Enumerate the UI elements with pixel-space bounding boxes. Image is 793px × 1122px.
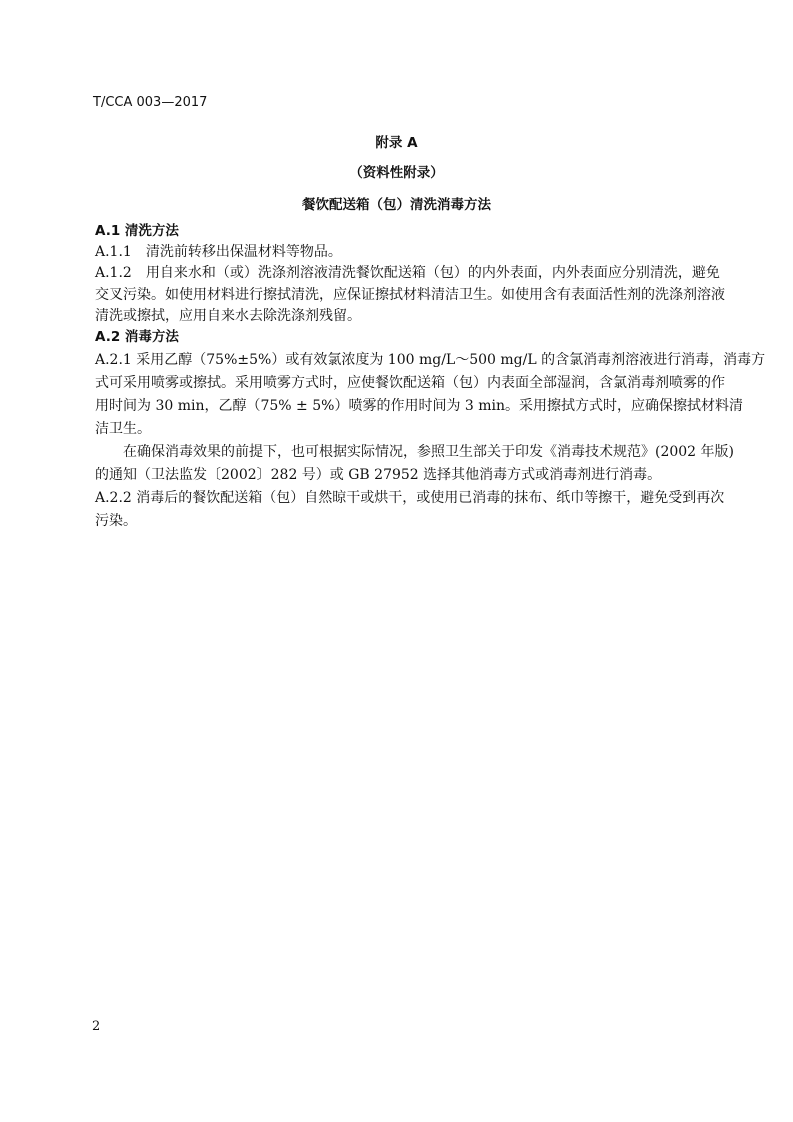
- clause-a11: A.1.1 清洗前转移出保温材料等物品。: [95, 244, 342, 260]
- clause-a21-line: A.2.1 采用乙醇（75%±5%）或有效氯浓度为 100 mg/L～500 mg/L 的含氯消毒剂溶液进行消毒，消毒方: [95, 352, 766, 368]
- clause-a12-line: 交叉污染。如使用材料进行擦拭清洗，应保证擦拭材料清洁卫生。如使用含有表面活性剂的洗涤剂溶液: [95, 287, 725, 303]
- section-heading-a2: A.2 消毒方法: [95, 329, 179, 345]
- section-heading-a1: A.1 清洗方法: [95, 223, 179, 239]
- clause-a21-line: 洁卫生。: [95, 421, 151, 437]
- paragraph-line: 的通知（卫法监发〔2002〕282 号）或 GB 27952 选择其他消毒方式或消毒剂进行消毒。: [95, 467, 662, 483]
- clause-a12-line: A.1.2 用自来水和（或）洗涤剂溶液清洗餐饮配送箱（包）的内外表面，内外表面应分别清洗，避免: [95, 265, 720, 281]
- clause-a21-line: 用时间为 30 min，乙醇（75% ± 5%）喷雾的作用时间为 3 min。采用擦拭方式时，应确保擦拭材料清: [95, 398, 744, 414]
- page-number: 2: [92, 1019, 101, 1034]
- paragraph-line: 在确保消毒效果的前提下，也可根据实际情况，参照卫生部关于印发《消毒技术规范》(2002 年版): [95, 444, 735, 460]
- clause-a22-line: 污染。: [95, 513, 137, 529]
- clause-a12-line: 清洗或擦拭，应用自来水去除洗涤剂残留。: [95, 308, 361, 324]
- appendix-title: 餐饮配送箱（包）清洗消毒方法: [302, 197, 491, 213]
- appendix-label: 附录 A: [375, 135, 418, 151]
- clause-a22-line: A.2.2 消毒后的餐饮配送箱（包）自然晾干或烘干，或使用已消毒的抹布、纸巾等擦干，避免受到再次: [95, 490, 725, 506]
- clause-a21-line: 式可采用喷雾或擦拭。采用喷雾方式时，应使餐饮配送箱（包）内表面全部湿润，含氯消毒剂喷雾的作: [95, 375, 725, 391]
- document-number: T/CCA 003—2017: [93, 95, 208, 110]
- appendix-type: （资料性附录）: [349, 165, 444, 181]
